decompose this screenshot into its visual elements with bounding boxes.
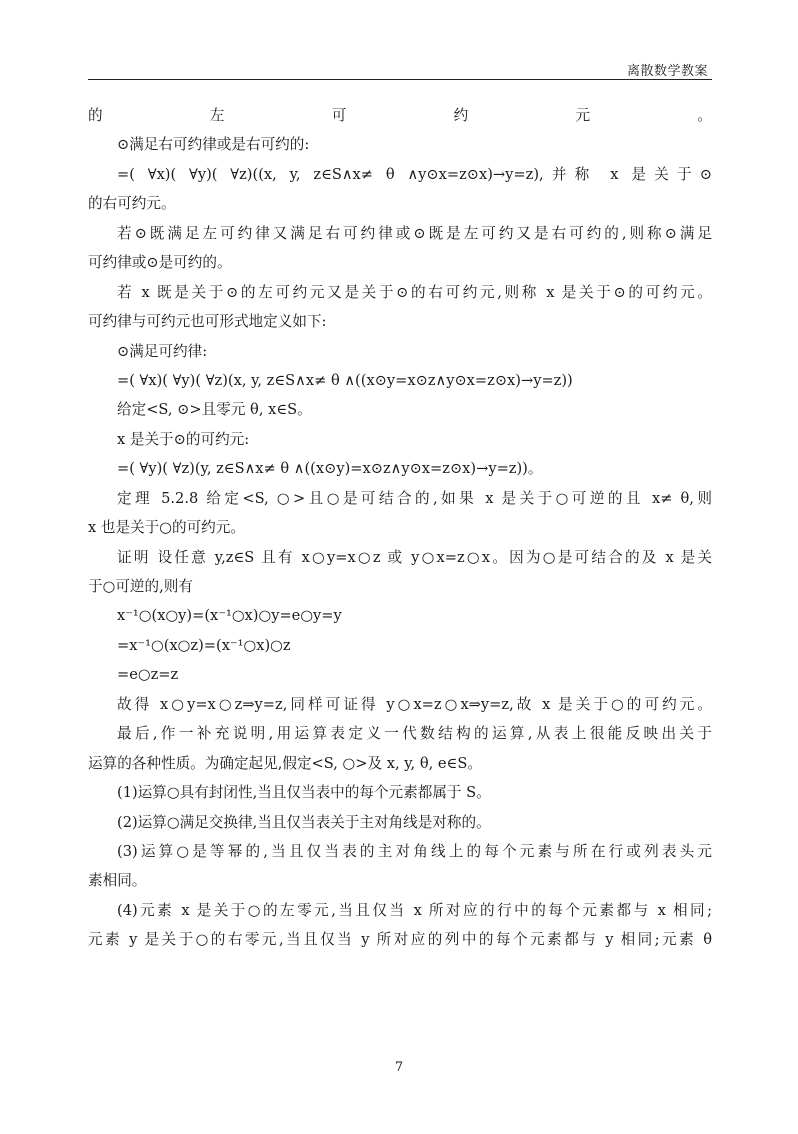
theorem-line: 定理 5.2.8 给定<S, ○>且○是可结合的,如果 x 是关于○可逆的且 x≠ θ,则 xyxy=(117,489,712,507)
text-line: 若⊙既满足左可约律又满足右可约律或⊙既是左可约又是右可约的,则称⊙满足 xyxy=(117,224,712,242)
list-item: (1)运算○具有封闭性,当且仅当表中的每个元素都属于 S。 xyxy=(117,784,491,802)
formula-line: =x⁻¹○(x○z)=(x⁻¹○x)○z xyxy=(117,636,291,654)
formula-line: x⁻¹○(x○y)=(x⁻¹○x)○y=e○y=y xyxy=(117,607,342,625)
text-line: ⊙满足可约律: xyxy=(117,342,208,360)
formula-line: =( ∀x)( ∀y)( ∀z)(x, y, z∈S∧x≠ θ ∧((x⊙y=x⊙z∧y⊙x=z⊙x)→y=z)) xyxy=(117,371,573,389)
text-line: 若 x 既是关于⊙的左可约元又是关于⊙的右可约元,则称 x 是关于⊙的可约元。 xyxy=(117,283,712,301)
list-item: (3)运算○是等幂的,当且仅当表的主对角线上的每个元素与所在行或列表头元 xyxy=(117,842,712,860)
document-body xyxy=(88,101,712,955)
header-rule xyxy=(88,79,712,80)
text-line: x 是关于⊙的可约元: xyxy=(117,430,250,448)
list-item: 元素 y 是关于○的右零元,当且仅当 y 所对应的列中的每个元素都与 y 相同;元素 θ xyxy=(88,931,712,949)
text-line: 运算的各种性质。为确定起见,假定<S, ○>及 x, y, θ, e∈S。 xyxy=(88,754,482,772)
page-number: 7 xyxy=(394,1060,404,1075)
text-line: 最后,作一补充说明,用运算表定义一代数结构的运算,从表上很能反映出关于 xyxy=(117,725,712,743)
proof-line: 于○可逆的,则有 xyxy=(88,578,193,595)
formula-line: =( ∀y)( ∀z)(y, z∈S∧x≠ θ ∧((x⊙y)=x⊙z∧y⊙x=z⊙x)→y=z))。 xyxy=(117,460,543,478)
theorem-line: x 也是关于○的可约元。 xyxy=(88,519,245,537)
text-line: 故得 x○y=x○z⇒y=z,同样可证得 y○x=z○x⇒y=z,故 x 是关于○的可约元。 xyxy=(117,695,712,713)
running-header: 离散数学教案 xyxy=(626,64,708,79)
text-line: ⊙满足右可约律或是右可约的: xyxy=(117,136,310,154)
text-line: 可约律或⊙是可约的。 xyxy=(88,254,232,272)
list-item: (2)运算○满足交换律,当且仅当表关于主对角线是对称的。 xyxy=(117,813,491,831)
formula-line: =e○z=z xyxy=(117,666,179,684)
formula-line: =( ∀x)( ∀y)( ∀z)((x, y, z∈S∧x≠ θ ∧y⊙x=z⊙x)→y=z),并称 x 是关于⊙ xyxy=(117,165,712,183)
proof-line: 证明 设任意 y,z∈S 且有 x○y=x○z 或 y○x=z○x。因为○是可结合的及 x 是关 xyxy=(117,548,712,566)
text-line: 给定<S, ⊙>且零元 θ, x∈S。 xyxy=(117,401,312,419)
text-line: 的右可约元。 xyxy=(88,195,176,213)
list-item: (4)元素 x 是关于○的左零元,当且仅当 x 所对应的行中的每个元素都与 x 相同; xyxy=(117,901,712,919)
list-item: 素相同。 xyxy=(88,872,147,890)
text-line: 的左可约元。 xyxy=(88,107,712,124)
text-line: 可约律与可约元也可形式地定义如下: xyxy=(88,313,327,331)
